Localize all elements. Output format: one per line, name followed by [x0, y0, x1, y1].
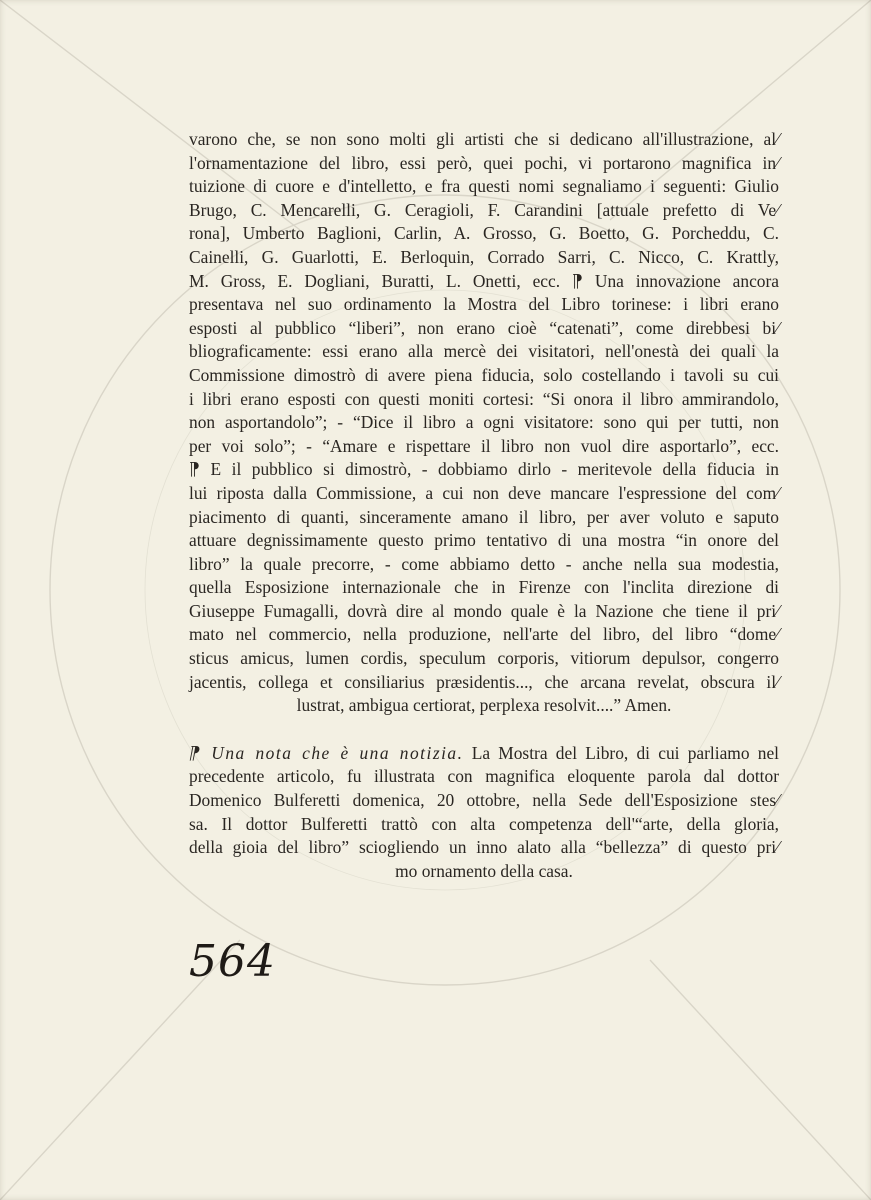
note-lead: ⁋ Una nota che è una notizia.	[189, 742, 464, 763]
text-line: Giuseppe Fumagalli, dovrà dire al mondo quale è la Nazione che tiene il pri⁄	[189, 600, 779, 621]
text-line: presentava nel suo ordinamento la Mostra del Libro torinese: i libri erano	[189, 294, 779, 315]
text-line: piacimento di quanti, sinceramente amano il libro, per aver voluto e saputo	[189, 506, 779, 527]
text-line: sticus amicus, lumen cordis, speculum corporis, vitiorum depulsor, congerro	[189, 648, 779, 669]
text-line: Cainelli, G. Guarlotti, E. Berloquin, Corrado Sarri, C. Nicco, C. Krattly,	[189, 246, 779, 267]
text-line-final: lustrat, ambigua certiorat, perplexa resolvit....” Amen.	[296, 695, 672, 716]
article-text	[189, 128, 779, 883]
text-line: Domenico Bulferetti domenica, 20 ottobre, nella Sede dell'Esposizione stes⁄	[189, 790, 779, 811]
text-line: lui riposta dalla Commissione, a cui non deve mancare l'espressione del com⁄	[189, 482, 779, 503]
text-line: tuizione di cuore e d'intelletto, e fra questi nomi segnaliamo i seguenti: Giulio	[189, 176, 779, 197]
text-line: mato nel commercio, nella produzione, nell'arte del libro, del libro “dome⁄	[189, 624, 779, 645]
paragraph-note	[189, 742, 779, 884]
paragraph-continuation	[189, 128, 779, 718]
text-line: libro” la quale precorre, - come abbiamo detto - anche nella sua modestia,	[189, 553, 779, 574]
text-line: sa. Il dottor Bulferetti trattò con alta competenza dell'“arte, della gloria,	[189, 813, 779, 834]
text-line: quella Esposizione internazionale che in Firenze con l'inclita direzione di	[189, 577, 779, 598]
text-line: precedente articolo, fu illustrata con magnifica eloquente parola dal dottor	[189, 766, 779, 787]
text-line: rona], Umberto Baglioni, Carlin, A. Grosso, G. Boetto, G. Porcheddu, C.	[189, 223, 779, 244]
text-line: l'ornamentazione del libro, essi però, quei pochi, vi portarono magnifica in⁄	[189, 152, 779, 173]
text-line: non asportandolo”; - “Dice il libro a ogni visitatore: sono qui per tutti, non	[189, 412, 779, 433]
page-number: 564	[189, 936, 276, 987]
text-line: jacentis, collega et consiliarius præsidentis..., che arcana revelat, obscura il⁄	[189, 671, 779, 692]
text-line-lead	[189, 742, 779, 766]
text-line: attuare degnissimamente questo primo tentativo di una mostra “in onore del	[189, 530, 779, 551]
text-line-final: mo ornamento della casa.	[395, 860, 573, 881]
text-line: M. Gross, E. Dogliani, Buratti, L. Onetti, ecc. ⁋ Una innovazione ancora	[189, 270, 779, 291]
paragraph-spacer	[189, 718, 779, 742]
text-line: Brugo, C. Mencarelli, G. Ceragioli, F. Carandini [attuale prefetto di Ve⁄	[189, 199, 779, 220]
text-line: ⁋ E il pubblico si dimostrò, - dobbiamo dirlo - meritevole della fiducia in	[189, 459, 779, 480]
text-line: esposti al pubblico “liberi”, non erano cioè “catenati”, come direbbesi bi⁄	[189, 317, 779, 338]
text-line: Commissione dimostrò di avere piena fiducia, solo costellando i tavoli su cui	[189, 364, 779, 385]
text-line: varono che, se non sono molti gli artisti che si dedicano all'illustrazione, al⁄	[189, 129, 779, 149]
text-line: i libri erano esposti con questi moniti cortesi: “Si onora il libro ammirandolo,	[189, 388, 779, 409]
text-line: della gioia del libro” sciogliendo un inno alato alla “bellezza” di questo pri⁄	[189, 837, 779, 858]
text-line: bliograficamente: essi erano alla mercè dei visitatori, nell'onestà dei quali la	[189, 341, 779, 362]
text-line: per voi solo”; - “Amare e rispettare il libro non vuol dire asportarlo”, ecc.	[189, 435, 779, 456]
note-lead-rest: La Mostra del Libro, di cui parliamo nel	[463, 742, 779, 763]
